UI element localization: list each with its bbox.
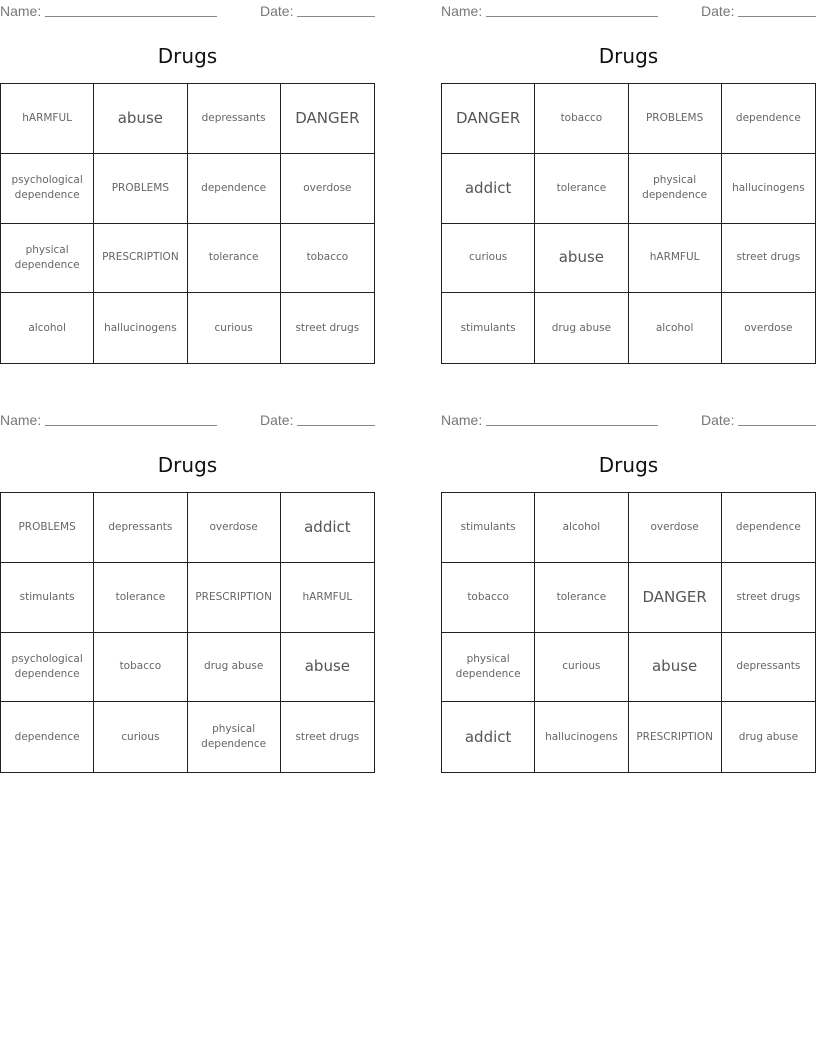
bingo-cell: alcohol (535, 493, 628, 563)
bingo-cell: tolerance (94, 563, 187, 633)
bingo-cell: psychological dependence (1, 154, 94, 224)
bingo-cell: DANGER (629, 563, 722, 633)
name-line (45, 16, 217, 17)
bingo-cell: curious (94, 702, 187, 772)
date-line (297, 16, 375, 17)
bingo-grid (0, 83, 375, 364)
bingo-cell: PROBLEMS (629, 84, 722, 154)
bingo-cell: depressants (94, 493, 187, 563)
bingo-cell: curious (188, 293, 281, 363)
bingo-cell: stimulants (442, 493, 535, 563)
bingo-cell: street drugs (722, 224, 815, 294)
card-title: Drugs (598, 44, 659, 68)
name-label: Name: (441, 412, 483, 428)
card-header (0, 411, 375, 429)
date-label: Date: (260, 3, 294, 19)
bingo-cell: overdose (188, 493, 281, 563)
bingo-cell: depressants (188, 84, 281, 154)
bingo-cell: stimulants (1, 563, 94, 633)
bingo-cell: tobacco (94, 633, 187, 703)
date-line (297, 425, 375, 426)
bingo-cell: abuse (281, 633, 374, 703)
bingo-card (441, 409, 816, 781)
bingo-cell: physical dependence (1, 224, 94, 294)
bingo-cell: alcohol (629, 293, 722, 363)
bingo-cell: overdose (744, 321, 793, 334)
bingo-cell: tolerance (535, 154, 628, 224)
bingo-cell: street drugs (295, 321, 360, 334)
bingo-cell: tobacco (442, 563, 535, 633)
bingo-cell: dependence (188, 154, 281, 224)
bingo-grid (441, 492, 816, 773)
bingo-cell: stimulants (442, 293, 535, 363)
bingo-cell: overdose (281, 154, 374, 224)
bingo-cell: drug abuse (535, 293, 628, 363)
bingo-cell: dependence (722, 493, 815, 563)
name-label: Name: (441, 3, 483, 19)
bingo-cell: DANGER (442, 84, 535, 154)
name-line (486, 425, 658, 426)
card-header (441, 2, 816, 20)
bingo-cell: curious (535, 633, 628, 703)
bingo-cell: addict (281, 493, 374, 563)
card-header (441, 411, 816, 429)
bingo-cell: hARMFUL (281, 563, 374, 633)
bingo-cell: tolerance (535, 563, 628, 633)
bingo-cell: street drugs (722, 563, 815, 633)
bingo-cell: tolerance (188, 224, 281, 294)
bingo-grid (0, 492, 375, 773)
date-label: Date: (260, 412, 294, 428)
bingo-cell: physical dependence (442, 633, 535, 703)
date-line (738, 16, 816, 17)
bingo-cell: drug abuse (738, 730, 799, 743)
card-title: Drugs (157, 44, 218, 68)
bingo-cell: drug abuse (188, 633, 281, 703)
bingo-cell: PRESCRIPTION (94, 224, 187, 294)
bingo-cell: hallucinogens (722, 154, 815, 224)
bingo-cell: physical dependence (188, 702, 281, 772)
bingo-cell: PROBLEMS (1, 493, 94, 563)
bingo-cell: PRESCRIPTION (188, 563, 281, 633)
name-label: Name: (0, 412, 42, 428)
name-line (486, 16, 658, 17)
bingo-cell: hallucinogens (94, 293, 187, 363)
bingo-cell: PROBLEMS (94, 154, 187, 224)
bingo-cell: physical dependence (629, 154, 722, 224)
bingo-cell: street drugs (295, 730, 360, 743)
bingo-cell: overdose (629, 493, 722, 563)
card-title: Drugs (157, 453, 218, 477)
bingo-cell: abuse (629, 633, 722, 703)
date-label: Date: (701, 412, 735, 428)
name-label: Name: (0, 3, 42, 19)
bingo-cell: PRESCRIPTION (629, 702, 722, 772)
bingo-cell: curious (442, 224, 535, 294)
bingo-card (0, 409, 375, 781)
bingo-cell: hARMFUL (1, 84, 94, 154)
bingo-cell: abuse (94, 84, 187, 154)
bingo-cell: hallucinogens (535, 702, 628, 772)
card-header (0, 2, 375, 20)
bingo-cell: abuse (535, 224, 628, 294)
bingo-cell: dependence (1, 702, 94, 772)
date-label: Date: (701, 3, 735, 19)
bingo-card (0, 0, 375, 372)
bingo-cell: tobacco (535, 84, 628, 154)
bingo-cell: alcohol (1, 293, 94, 363)
bingo-cell: depressants (722, 633, 815, 703)
bingo-cell: addict (442, 154, 535, 224)
bingo-cell: addict (442, 702, 535, 772)
name-line (45, 425, 217, 426)
bingo-grid (441, 83, 816, 364)
bingo-card (441, 0, 816, 372)
bingo-cell: hARMFUL (629, 224, 722, 294)
bingo-cell: DANGER (281, 84, 374, 154)
date-line (738, 425, 816, 426)
bingo-cell: psychological dependence (1, 633, 94, 703)
bingo-cell: tobacco (281, 224, 374, 294)
bingo-cell: dependence (722, 84, 815, 154)
card-title: Drugs (598, 453, 659, 477)
